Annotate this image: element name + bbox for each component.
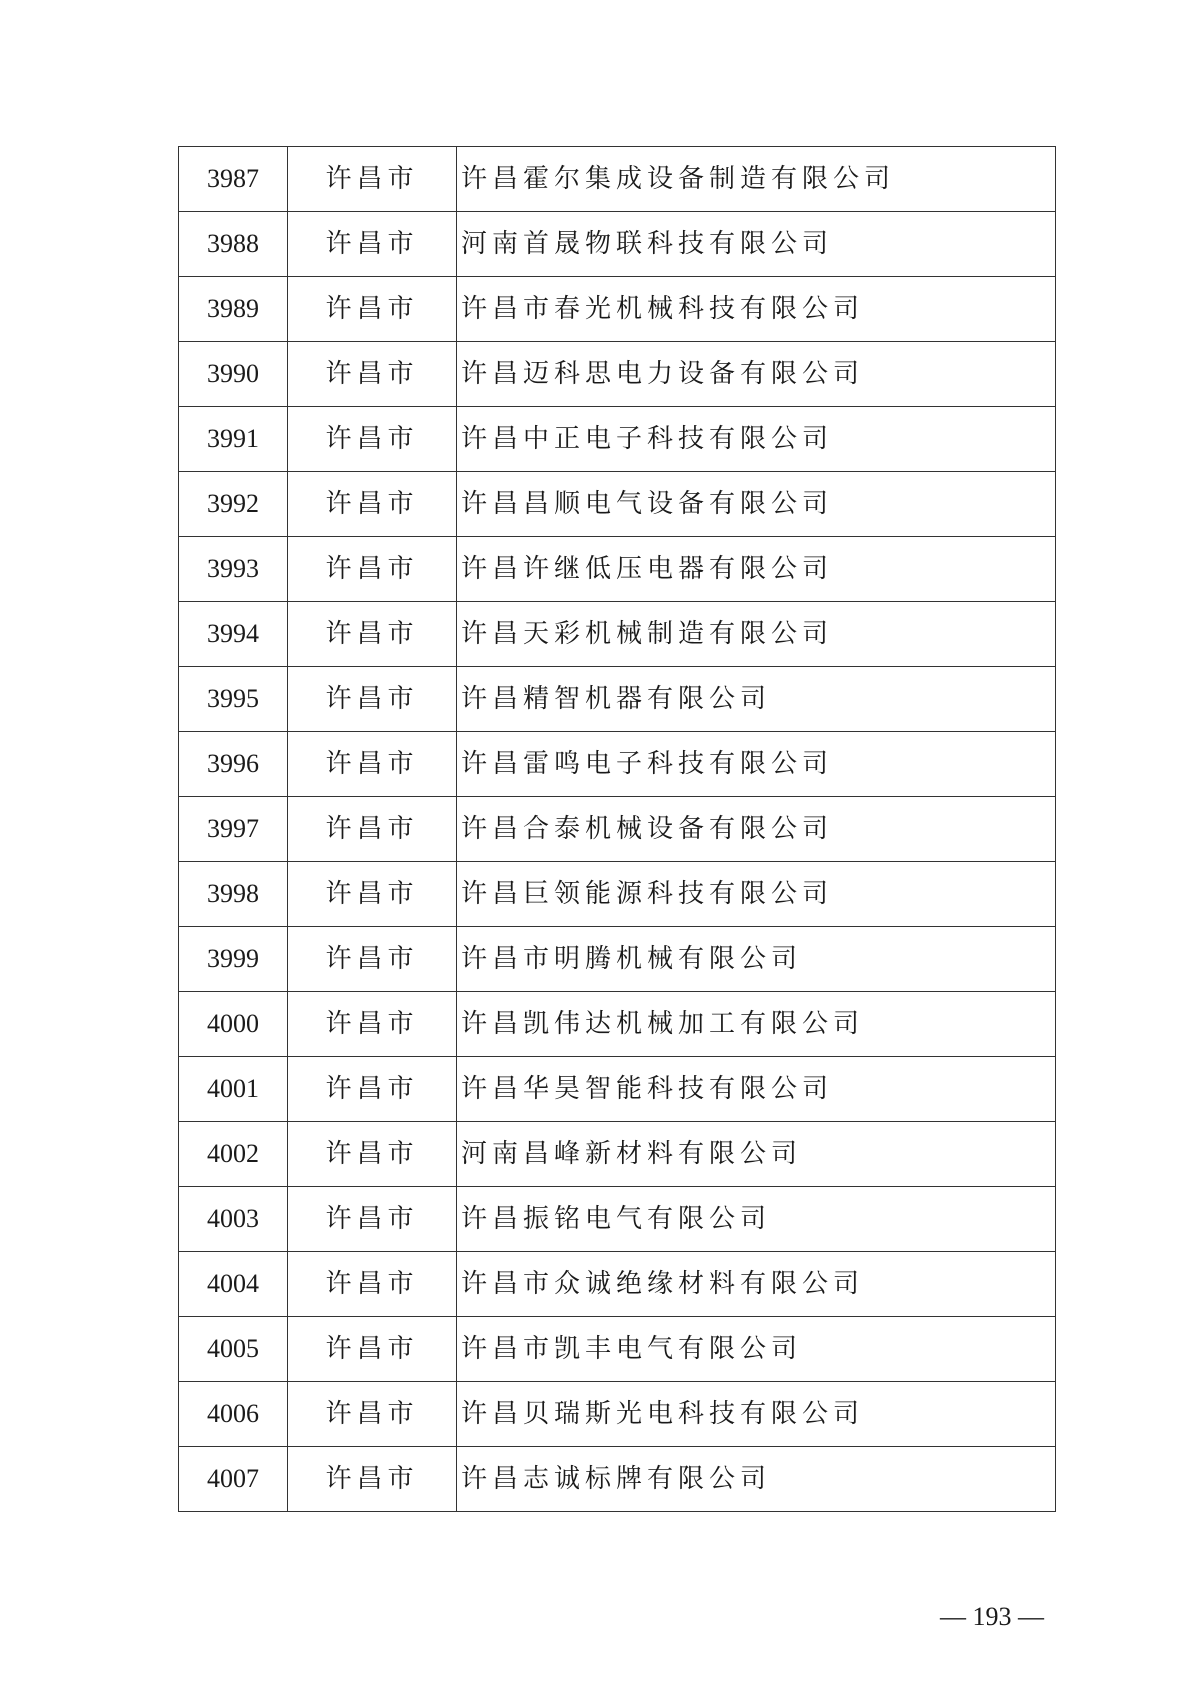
row-number-cell: 3992 [179,472,288,537]
company-table [178,146,1056,1512]
row-company-name-cell: 许昌贝瑞斯光电科技有限公司 [457,1382,1056,1447]
row-city-cell: 许昌市 [288,602,457,667]
row-company-name-cell: 河南昌峰新材料有限公司 [457,1122,1056,1187]
row-city-cell: 许昌市 [288,1252,457,1317]
table-row [179,1382,1056,1447]
table-row [179,797,1056,862]
row-city-cell: 许昌市 [288,537,457,602]
row-company-name-cell: 许昌昌顺电气设备有限公司 [457,472,1056,537]
row-city-cell: 许昌市 [288,797,457,862]
row-city-cell: 许昌市 [288,407,457,472]
table-row [179,602,1056,667]
row-city-cell: 许昌市 [288,927,457,992]
row-number-cell: 3993 [179,537,288,602]
row-company-name-cell: 许昌巨领能源科技有限公司 [457,862,1056,927]
table-row [179,407,1056,472]
table-row [179,537,1056,602]
row-company-name-cell: 许昌霍尔集成设备制造有限公司 [457,147,1056,212]
row-company-name-cell: 许昌市众诚绝缘材料有限公司 [457,1252,1056,1317]
table-row [179,1447,1056,1512]
page-number: — 193 — [940,1602,1044,1631]
row-city-cell: 许昌市 [288,277,457,342]
row-city-cell: 许昌市 [288,147,457,212]
table-row [179,732,1056,797]
row-city-cell: 许昌市 [288,1447,457,1512]
row-company-name-cell: 许昌市凯丰电气有限公司 [457,1317,1056,1382]
table-row [179,1122,1056,1187]
row-city-cell: 许昌市 [288,862,457,927]
row-company-name-cell: 许昌精智机器有限公司 [457,667,1056,732]
row-number-cell: 4007 [179,1447,288,1512]
row-city-cell: 许昌市 [288,1317,457,1382]
row-city-cell: 许昌市 [288,992,457,1057]
row-number-cell: 3987 [179,147,288,212]
table-row [179,1252,1056,1317]
row-number-cell: 4000 [179,992,288,1057]
row-number-cell: 3994 [179,602,288,667]
row-company-name-cell: 许昌市春光机械科技有限公司 [457,277,1056,342]
row-city-cell: 许昌市 [288,212,457,277]
table-row [179,1057,1056,1122]
row-number-cell: 4002 [179,1122,288,1187]
row-number-cell: 4004 [179,1252,288,1317]
row-number-cell: 4001 [179,1057,288,1122]
row-number-cell: 4003 [179,1187,288,1252]
row-number-cell: 3991 [179,407,288,472]
row-number-cell: 3998 [179,862,288,927]
table-row [179,1187,1056,1252]
row-city-cell: 许昌市 [288,1187,457,1252]
row-company-name-cell: 许昌迈科思电力设备有限公司 [457,342,1056,407]
row-company-name-cell: 河南首晟物联科技有限公司 [457,212,1056,277]
row-number-cell: 3989 [179,277,288,342]
table-row [179,147,1056,212]
row-company-name-cell: 许昌志诚标牌有限公司 [457,1447,1056,1512]
row-number-cell: 3995 [179,667,288,732]
table-row [179,862,1056,927]
row-city-cell: 许昌市 [288,1057,457,1122]
table-row [179,992,1056,1057]
company-table-body [179,147,1056,1512]
row-company-name-cell: 许昌振铭电气有限公司 [457,1187,1056,1252]
row-number-cell: 3996 [179,732,288,797]
row-company-name-cell: 许昌市明腾机械有限公司 [457,927,1056,992]
row-number-cell: 3988 [179,212,288,277]
row-company-name-cell: 许昌天彩机械制造有限公司 [457,602,1056,667]
row-number-cell: 4006 [179,1382,288,1447]
row-number-cell: 3999 [179,927,288,992]
row-company-name-cell: 许昌中正电子科技有限公司 [457,407,1056,472]
row-number-cell: 3997 [179,797,288,862]
table-row [179,277,1056,342]
row-city-cell: 许昌市 [288,667,457,732]
table-row [179,472,1056,537]
row-city-cell: 许昌市 [288,1122,457,1187]
row-company-name-cell: 许昌许继低压电器有限公司 [457,537,1056,602]
row-company-name-cell: 许昌合泰机械设备有限公司 [457,797,1056,862]
row-company-name-cell: 许昌华昊智能科技有限公司 [457,1057,1056,1122]
row-number-cell: 3990 [179,342,288,407]
table-row [179,212,1056,277]
row-city-cell: 许昌市 [288,342,457,407]
row-city-cell: 许昌市 [288,732,457,797]
row-number-cell: 4005 [179,1317,288,1382]
table-row [179,927,1056,992]
row-company-name-cell: 许昌雷鸣电子科技有限公司 [457,732,1056,797]
row-city-cell: 许昌市 [288,1382,457,1447]
table-row [179,342,1056,407]
table-row [179,667,1056,732]
table-row [179,1317,1056,1382]
row-city-cell: 许昌市 [288,472,457,537]
row-company-name-cell: 许昌凯伟达机械加工有限公司 [457,992,1056,1057]
